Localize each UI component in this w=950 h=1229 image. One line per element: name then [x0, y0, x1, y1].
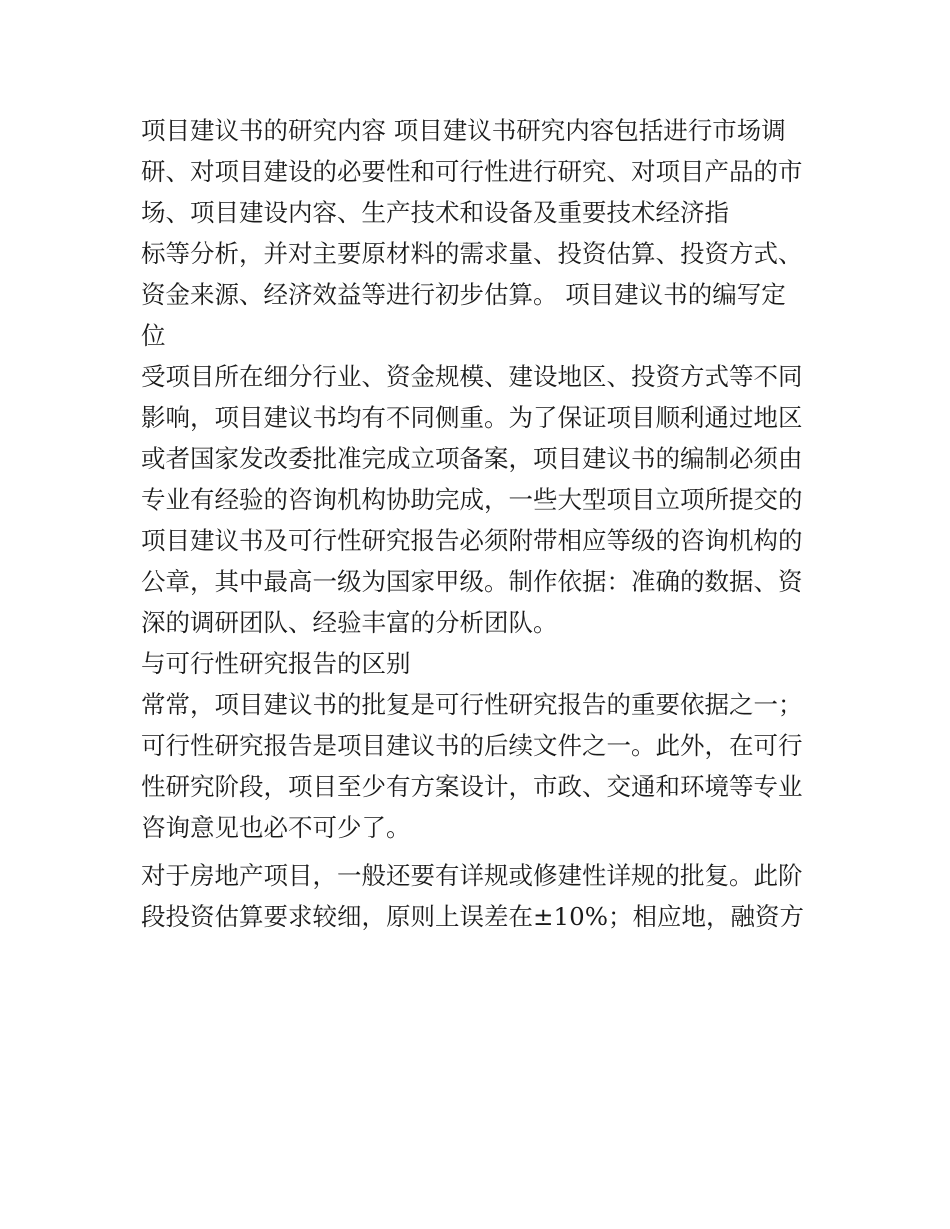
text-line: 位 — [141, 321, 166, 350]
text-line: 资金来源、经济效益等进行初步估算。 项目建议书的编写定 — [141, 280, 786, 309]
text-line: 深的调研团队、经验丰富的分析团队。 — [141, 608, 558, 637]
text-line: 或者国家发改委批准完成立项备案，项目建议书的编制必须由 — [141, 444, 803, 473]
section-heading: 与可行性研究报告的区别 — [141, 649, 411, 678]
text-line: 研、对项目建设的必要性和可行性进行研究、对项目产品的市 — [141, 157, 803, 186]
text-line: 受项目所在细分行业、资金规模、建设地区、投资方式等不同 — [141, 362, 803, 391]
text-line: 可行性研究报告是项目建议书的后续文件之一。此外，在可行 — [141, 731, 803, 760]
text-line: 影响，项目建议书均有不同侧重。为了保证项目顺利通过地区 — [141, 403, 803, 432]
text-line: 公章，其中最高一级为国家甲级。制作依据：准确的数据、资 — [141, 567, 803, 596]
text-line: 常常，项目建议书的批复是可行性研究报告的重要依据之一； — [141, 690, 803, 719]
text-line: 性研究阶段，项目至少有方案设计，市政、交通和环境等专业 — [141, 772, 803, 801]
text-line: 场、项目建设内容、生产技术和设备及重要技术经济指 — [141, 198, 729, 227]
text-line: 咨询意见也必不可少了。 — [141, 813, 411, 842]
document-body — [141, 110, 831, 937]
text-line: 段投资估算要求较细，原则上误差在±10%；相应地，融资方 — [141, 902, 804, 931]
text-line: 项目建议书的研究内容 项目建议书研究内容包括进行市场调 — [141, 116, 786, 145]
text-line: 专业有经验的咨询机构协助完成，一些大型项目立项所提交的 — [141, 485, 803, 514]
text-line: 项目建议书及可行性研究报告必须附带相应等级的咨询机构的 — [141, 526, 803, 555]
text-line: 标等分析，并对主要原材料的需求量、投资估算、投资方式、 — [141, 239, 803, 268]
text-line: 对于房地产项目，一般还要有详规或修建性详规的批复。此阶 — [141, 861, 803, 890]
